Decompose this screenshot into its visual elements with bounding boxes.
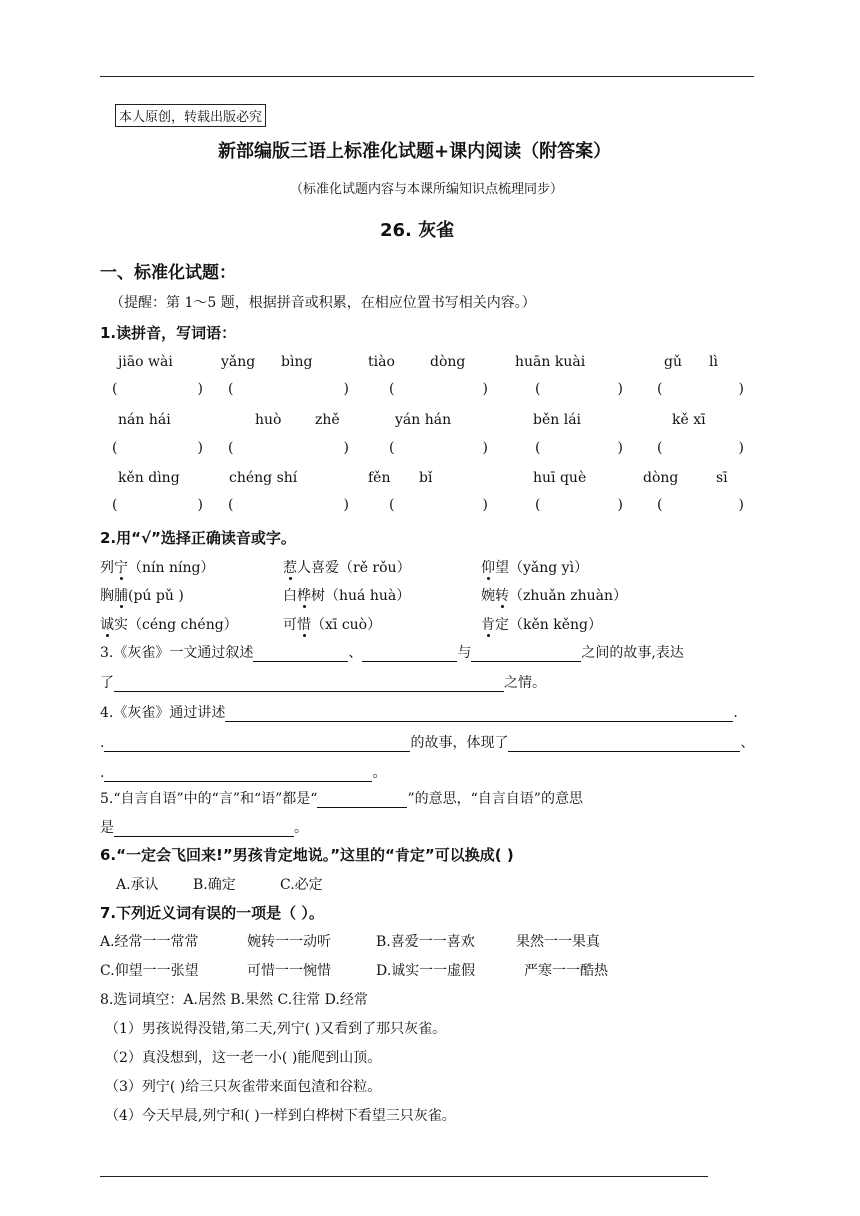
q2-item[interactable]: 可惜（xī cuò） — [283, 614, 381, 634]
q2-item[interactable]: 诚实（céng chéng） — [100, 614, 238, 634]
q8-item[interactable]: （3）列宁( )给三只灰雀带来面包渣和谷粒。 — [105, 1079, 382, 1095]
fill-blank[interactable] — [225, 705, 733, 722]
q6-option[interactable]: B.确定 — [193, 877, 236, 893]
answer-blank[interactable]: ( ) — [389, 440, 488, 456]
q2-item[interactable]: 仰望（yǎng yì） — [481, 557, 588, 577]
answer-blank[interactable]: ( ) — [112, 440, 203, 456]
q7-option[interactable]: B.喜爱一一喜欢 — [376, 934, 475, 950]
answer-blank[interactable]: ( ) — [228, 497, 349, 513]
answer-blank[interactable]: ( ) — [389, 381, 488, 397]
page-title: 新部编版三语上标准化试题+课内阅读（附答案） — [218, 141, 612, 162]
q7-option: 婉转一一动听 — [247, 934, 331, 950]
answer-blank[interactable]: ( ) — [657, 381, 744, 397]
pinyin: yǎng — [221, 354, 256, 370]
fill-blank[interactable] — [104, 765, 372, 782]
q7-option[interactable]: A.经常一一常常 — [100, 934, 199, 950]
q6-title: 6.“一定会飞回来!”男孩肯定地说。”这里的“肯定”可以换成( ) — [100, 846, 514, 864]
section-heading: 一、标准化试题： — [100, 263, 236, 283]
q4-line-1: 4.《灰雀》通过讲述 . — [100, 705, 738, 721]
q2-item[interactable]: 列宁（nín níng） — [100, 557, 214, 577]
q7-option[interactable]: D.诚实一一虚假 — [376, 963, 476, 979]
q7-option: 果然一一果真 — [516, 934, 600, 950]
q7-option[interactable]: C.仰望一一张望 — [100, 963, 199, 979]
q5-line-1: 5.“自言自语”中的“言”和“语”都是“ ”的意思，“自言自语”的意思 — [100, 791, 583, 807]
fill-blank[interactable] — [104, 735, 410, 752]
pinyin: jiāo wài — [118, 354, 173, 370]
pinyin: huān kuài — [515, 354, 586, 370]
pinyin: bǐ — [419, 470, 433, 486]
pinyin: dòng — [643, 470, 679, 486]
top-rule — [100, 76, 754, 77]
q8-item[interactable]: （1）男孩说得没错,第二天,列宁( )又看到了那只灰雀。 — [105, 1021, 447, 1037]
q1-title: 1.读拼音，写词语： — [100, 324, 237, 342]
q3-line-1: 3.《灰雀》一文通过叙述 、 与 之间的故事,表达 — [100, 645, 684, 661]
fill-blank[interactable] — [114, 675, 504, 692]
q5-line-2: 是 。 — [100, 820, 308, 836]
q4-line-3: . 。 — [100, 765, 387, 781]
pinyin: sī — [716, 470, 728, 486]
pinyin: nán hái — [118, 412, 171, 428]
answer-blank[interactable]: ( ) — [657, 497, 744, 513]
q8-item[interactable]: （4）今天早晨,列宁和( )一样到白桦树下看望三只灰雀。 — [105, 1108, 456, 1124]
copyright-stamp: 本人原创，转载出版必究 — [115, 104, 266, 127]
lesson-title: 26. 灰雀 — [380, 220, 455, 241]
pinyin: lì — [709, 354, 718, 370]
section-reminder: （提醒：第 1～5 题，根据拼音或积累，在相应位置书写相关内容。） — [110, 295, 536, 311]
pinyin: chéng shí — [229, 470, 298, 486]
q7-title: 7.下列近义词有误的一项是（ ）。 — [100, 904, 324, 922]
answer-blank[interactable]: ( ) — [228, 440, 349, 456]
fill-blank[interactable] — [508, 735, 740, 752]
q2-item[interactable]: 肯定（kěn kěng） — [481, 614, 602, 634]
q8-title: 8.选词填空：A.居然 B.果然 C.往常 D.经常 — [100, 992, 368, 1008]
q6-option[interactable]: C.必定 — [280, 877, 323, 893]
answer-blank[interactable]: ( ) — [112, 381, 203, 397]
page-subtitle: （标准化试题内容与本课所编知识点梳理同步） — [290, 182, 564, 197]
fill-blank[interactable] — [362, 645, 457, 662]
pinyin: kě xī — [672, 412, 706, 428]
pinyin: kěn dìng — [118, 470, 180, 486]
q4-line-2: . 的故事，体现了 、 — [100, 735, 755, 751]
q2-item[interactable]: 胸脯(pú pǔ ) — [100, 585, 184, 605]
q7-option: 可惜一一惋惜 — [247, 963, 331, 979]
answer-blank[interactable]: ( ) — [112, 497, 203, 513]
fill-blank[interactable] — [114, 820, 294, 837]
answer-blank[interactable]: ( ) — [228, 381, 349, 397]
pinyin: tiào — [368, 354, 395, 370]
q7-option: 严寒一一酷热 — [524, 963, 608, 979]
answer-blank[interactable]: ( ) — [535, 381, 623, 397]
pinyin: běn lái — [533, 412, 582, 428]
pinyin: fěn — [368, 470, 391, 486]
fill-blank[interactable] — [317, 791, 407, 808]
answer-blank[interactable]: ( ) — [657, 440, 744, 456]
q2-item[interactable]: 惹人喜爱（rě rǒu） — [283, 557, 411, 577]
q8-item[interactable]: （2）真没想到，这一老一小( )能爬到山顶。 — [105, 1050, 382, 1066]
pinyin: dòng — [430, 354, 466, 370]
fill-blank[interactable] — [471, 645, 581, 662]
pinyin: gǔ — [664, 354, 682, 370]
answer-blank[interactable]: ( ) — [535, 440, 623, 456]
pinyin: huī què — [533, 470, 587, 486]
answer-blank[interactable]: ( ) — [535, 497, 623, 513]
bottom-rule — [100, 1176, 708, 1177]
q3-line-2: 了 之情。 — [100, 675, 546, 691]
pinyin: bìng — [281, 354, 313, 370]
q2-item[interactable]: 婉转（zhuǎn zhuàn） — [481, 585, 627, 605]
pinyin: yán hán — [395, 412, 452, 428]
q6-option[interactable]: A.承认 — [116, 877, 159, 893]
q2-title: 2.用“√”选择正确读音或字。 — [100, 529, 296, 547]
answer-blank[interactable]: ( ) — [389, 497, 488, 513]
pinyin: huò — [255, 412, 282, 428]
fill-blank[interactable] — [253, 645, 348, 662]
pinyin: zhě — [315, 412, 340, 428]
q2-item[interactable]: 白桦树（huá huà） — [283, 585, 410, 605]
